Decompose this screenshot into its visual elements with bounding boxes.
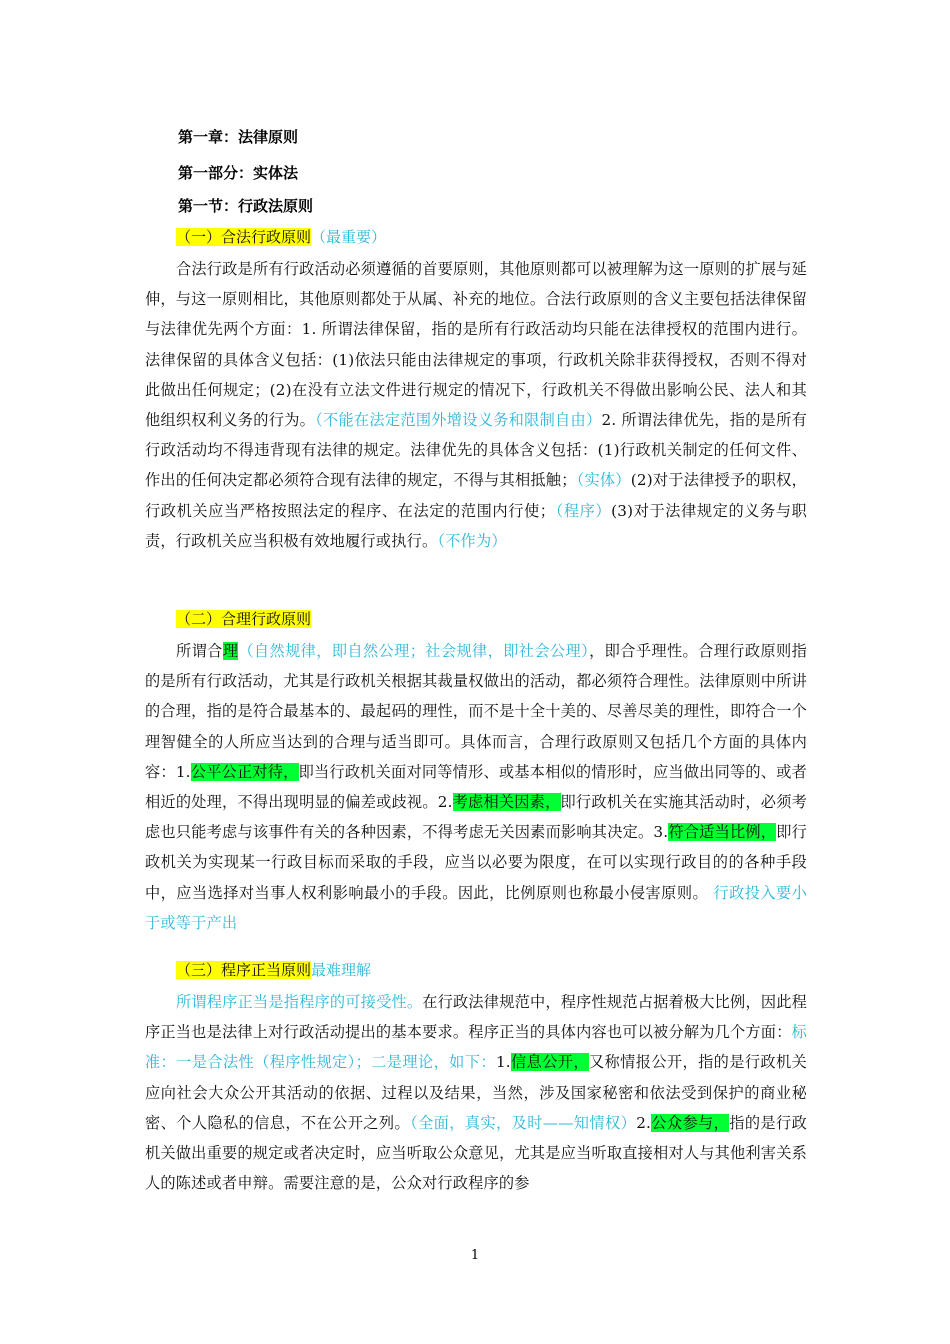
p3-text-5: 指的是行政机关做出重要的规定或者决定时，应当听取公众意见，尤其是应当听取直接相对人与其他利害关系人的陈述或者申辩。需要注意的是，公众对行政程序的参 [145, 1113, 808, 1193]
subsection-1-heading [176, 227, 386, 247]
p2-note-1: （自然规律，即自然公理；社会规律，即社会公理） [238, 642, 590, 660]
p1-text-1: 合法行政是所有行政活动必须遵循的首要原则，其他原则都可以被理解为这一原则的扩展与延伸，与这一原则相比，其他原则都处于从属、补充的地位。合法行政原则的含义主要包括法律保留与法律优先两个方面：1. 所谓法律保留，指的是所有行政活动均只能在法律授权的范围内进行。法律保留的具体含义包括：(1)依法只能由法律规定的事项，行政机关除非获得授权，否则不得对此做出任何规定；(2)在没有立法文件进行规定的情况下，行政机关不得做出影响公民、法人和其他组织权利义务的行为。 [145, 260, 807, 430]
p2-text-2: ，即合乎理性。合理行政原则指的是所有行政活动，尤其是行政机关根据其裁量权做出的活动，都必须符合理性。法律原则中所讲的合理，指的是符合最基本的、最起码的理性，而不是十全十美的、尽善尽美的理性，即符合一个理智健全的人所应当达到的合理与适当即可。具体而言，合理行政原则又包括几个方面的具体内容：1. [145, 642, 808, 781]
p3-highlight-2: 公众参与， [651, 1113, 730, 1132]
subsection-3-note: 最难理解 [311, 961, 372, 979]
p1-text-2: 2. 所谓法律优先，指的是所有行政活动均不得违背现有法律的规定。法律优先的具体含义包括：(1)行政机关制定的任何文件、作出的任何决定都必须符合现有法律的规定，不得与其相抵触； [145, 411, 807, 490]
p2-text-4: 即行政机关在实施其活动时，必须考虑也只能考虑与该事件有关的各种因素，不得考虑无关因素而影响其决定。3. [145, 793, 807, 842]
subsection-1-title: （一）合法行政原则 [176, 228, 312, 246]
p2-highlight-3: 考虑相关因素， [452, 793, 561, 812]
p1-text-4: (3)对于法律规定的义务与职责，行政机关应当积极有效地履行或执行。 [145, 501, 807, 550]
page-number: 1 [470, 1248, 480, 1263]
subsection-2-title: （二）合理行政原则 [176, 610, 312, 628]
p1-note-1: （不能在法定范围外增设义务和限制自由） [315, 411, 602, 430]
part-heading: 第一部分：实体法 [178, 164, 299, 182]
subsection-2-heading [176, 609, 311, 629]
subsection-3-heading [176, 960, 371, 980]
p2-note-2: 行政投入要小于或等于产出 [145, 883, 808, 932]
p2-text-3: 即当行政机关面对同等情形、或基本相似的情形时，应当做出同等的、或者相近的处理，不得出现明显的偏差或歧视。2. [145, 762, 808, 812]
p3-text-1: 在行政法律规范中，程序性规范占据着极大比例，因此程序正当也是法律上对行政活动提出的基本要求。程序正当的具体内容也可以被分解为几个方面： [145, 993, 808, 1042]
p2-highlight-4: 符合适当比例， [668, 823, 777, 842]
p2-highlight-1: 理 [222, 642, 239, 660]
p3-text-3: 又称情报公开，指的是行政机关应向社会大众公开其活动的依据、过程以及结果，当然，涉及国家秘密和依法受到保护的商业秘密、个人隐私的信息，不在公开之列。 [145, 1053, 808, 1132]
p1-text-3: (2)对于法律授予的职权，行政机关应当严格按照法定的程序、在法定的范围内行使； [145, 471, 807, 520]
p3-note-3: （全面，真实，及时——知情权） [410, 1113, 637, 1132]
paragraph-legal-administration [145, 254, 807, 556]
p2-highlight-2: 公平公正对待， [190, 762, 299, 781]
p1-note-4: （不作为） [437, 531, 507, 550]
p3-note-1: 所谓程序正当是指程序的可接受性。 [176, 993, 423, 1011]
p1-note-3: （程序） [555, 501, 612, 520]
p3-text-2: 1. [495, 1053, 511, 1072]
section-heading: 第一节：行政法原则 [178, 197, 314, 215]
chapter-heading: 第一章：法律原则 [178, 128, 299, 146]
p1-note-2: （实体） [576, 471, 631, 490]
subsection-1-note: （最重要） [311, 228, 387, 246]
subsection-3-title: （三）程序正当原则 [176, 961, 312, 979]
p2-text-1: 所谓合 [176, 642, 223, 660]
p3-highlight-1: 信息公开， [510, 1053, 589, 1072]
paragraph-due-process [145, 987, 807, 1198]
paragraph-reasonable-administration [145, 636, 807, 938]
p3-note-2: 标准：一是合法性（程序性规定）；二是理论，如下： [145, 1023, 807, 1072]
p3-text-4: 2. [636, 1113, 652, 1132]
p2-text-5: 即行政机关为实现某一行政目标而采取的手段，应当以必要为限度，在可以实现行政目的的各种手段中，应当选择对当事人权利影响最小的手段。因此，比例原则也称最小侵害原则。 [145, 823, 807, 902]
